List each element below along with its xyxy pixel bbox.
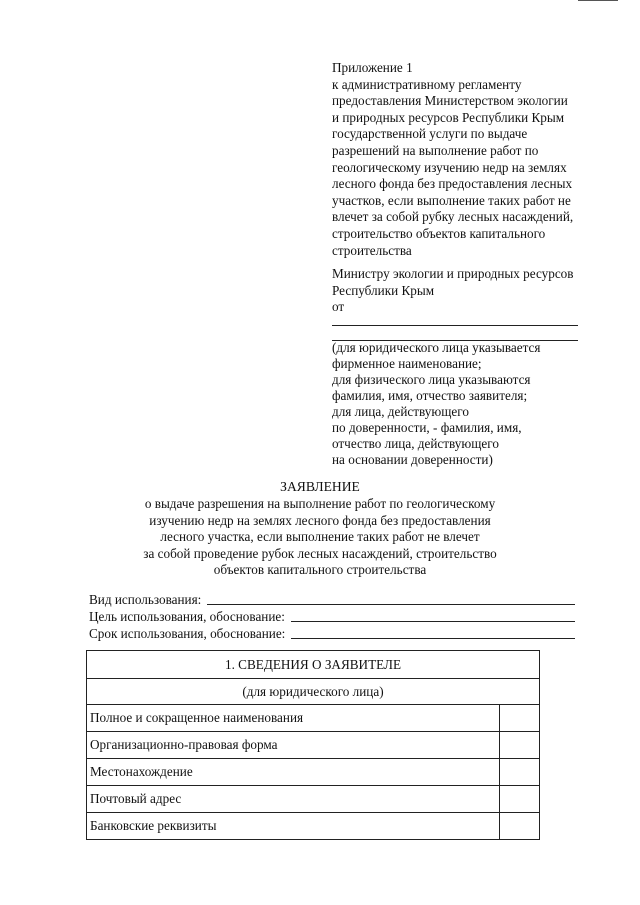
row-label: Банковские реквизиты: [87, 813, 500, 840]
table-row: [87, 786, 540, 813]
applicant-section-title: 1. СВЕДЕНИЯ О ЗАЯВИТЕЛЕ: [87, 651, 540, 679]
usage-type-field: [89, 590, 579, 607]
row-value-cell[interactable]: [500, 705, 540, 732]
usage-type-label: Вид использования:: [89, 592, 202, 607]
statement-subject-line: за собой проведение рубок лесных насаждений, строительство: [143, 545, 497, 561]
table-row: [87, 705, 540, 732]
recipient-line: Республики Крым: [332, 282, 435, 298]
statement-subject-line: изучению недр на землях лесного фонда без предоставления: [149, 512, 491, 528]
usage-purpose-input[interactable]: [291, 621, 575, 622]
row-label: Местонахождение: [87, 759, 500, 786]
table-row: [87, 759, 540, 786]
row-value-cell[interactable]: [500, 813, 540, 840]
requester-note-line: на основании доверенности): [332, 452, 493, 467]
applicant-section-subtitle: (для юридического лица): [87, 679, 540, 705]
requester-note-line: по доверенности, - фамилия, имя,: [332, 420, 522, 435]
usage-term-field: [89, 624, 579, 641]
usage-purpose-label: Цель использования, обоснование:: [89, 609, 285, 624]
usage-term-input[interactable]: [291, 638, 575, 639]
requester-note-line: (для юридического лица указывается: [332, 340, 541, 355]
from-label: от: [332, 299, 345, 315]
appendix-line: лесного фонда без предоставления лесных: [332, 176, 573, 192]
usage-type-input[interactable]: [207, 604, 575, 605]
appendix-line: строительство объектов капитального: [332, 225, 546, 241]
page-top-mark: [578, 0, 618, 1]
requester-note: [332, 340, 612, 468]
usage-purpose-field: [89, 607, 579, 624]
row-value-cell[interactable]: [500, 786, 540, 813]
requester-note-line: фирменное наименование;: [332, 356, 482, 371]
statement-subject-line: о выдаче разрешения на выполнение работ по геологическому: [144, 496, 496, 511]
requester-note-line: фамилия, имя, отчество заявителя;: [332, 388, 528, 403]
table-row: [87, 813, 540, 840]
row-label: Организационно-правовая форма: [87, 732, 500, 759]
requester-note-line: для лица, действующего: [332, 404, 469, 419]
statement-subject-line: лесного участка, если выполнение таких работ не влечет: [160, 529, 480, 544]
requester-note-line: отчество лица, действующего: [332, 436, 499, 451]
appendix-line: строительства: [332, 242, 412, 258]
recipient-block: [332, 266, 612, 316]
appendix-line: к административному регламенту: [332, 76, 522, 92]
appendix-line: геологическому изучению недр на землях: [332, 159, 567, 175]
statement-title: ЗАЯВЛЕНИЕ: [280, 479, 360, 494]
usage-term-label: Срок использования, обоснование:: [89, 626, 286, 641]
row-value-cell[interactable]: [500, 759, 540, 786]
recipient-line: Министру экологии и природных ресурсов: [332, 266, 574, 281]
appendix-line: участков, если выполнение таких работ не: [332, 192, 571, 208]
appendix-line: государственной услуги по выдаче: [332, 126, 528, 142]
requester-note-line: для физического лица указываются: [332, 372, 531, 387]
appendix-line: влечет за собой рубку лесных насаждений,: [332, 209, 574, 225]
table-row: [87, 732, 540, 759]
row-value-cell[interactable]: [500, 732, 540, 759]
row-label: Почтовый адрес: [87, 786, 500, 813]
appendix-line: Приложение 1: [332, 60, 413, 75]
appendix-line: разрешений на выполнение работ по: [332, 142, 539, 158]
appendix-line: предоставления Министерством экологии: [332, 93, 568, 109]
requester-name-line-1[interactable]: [332, 325, 578, 326]
appendix-header: [332, 60, 612, 259]
usage-fields: [89, 590, 579, 641]
applicant-info-table: [86, 650, 540, 840]
row-label: Полное и сокращенное наименования: [87, 705, 500, 732]
statement-subject: [90, 496, 550, 579]
appendix-line: и природных ресурсов Республики Крым: [332, 109, 565, 125]
statement-subject-line: объектов капитального строительства: [213, 562, 427, 577]
